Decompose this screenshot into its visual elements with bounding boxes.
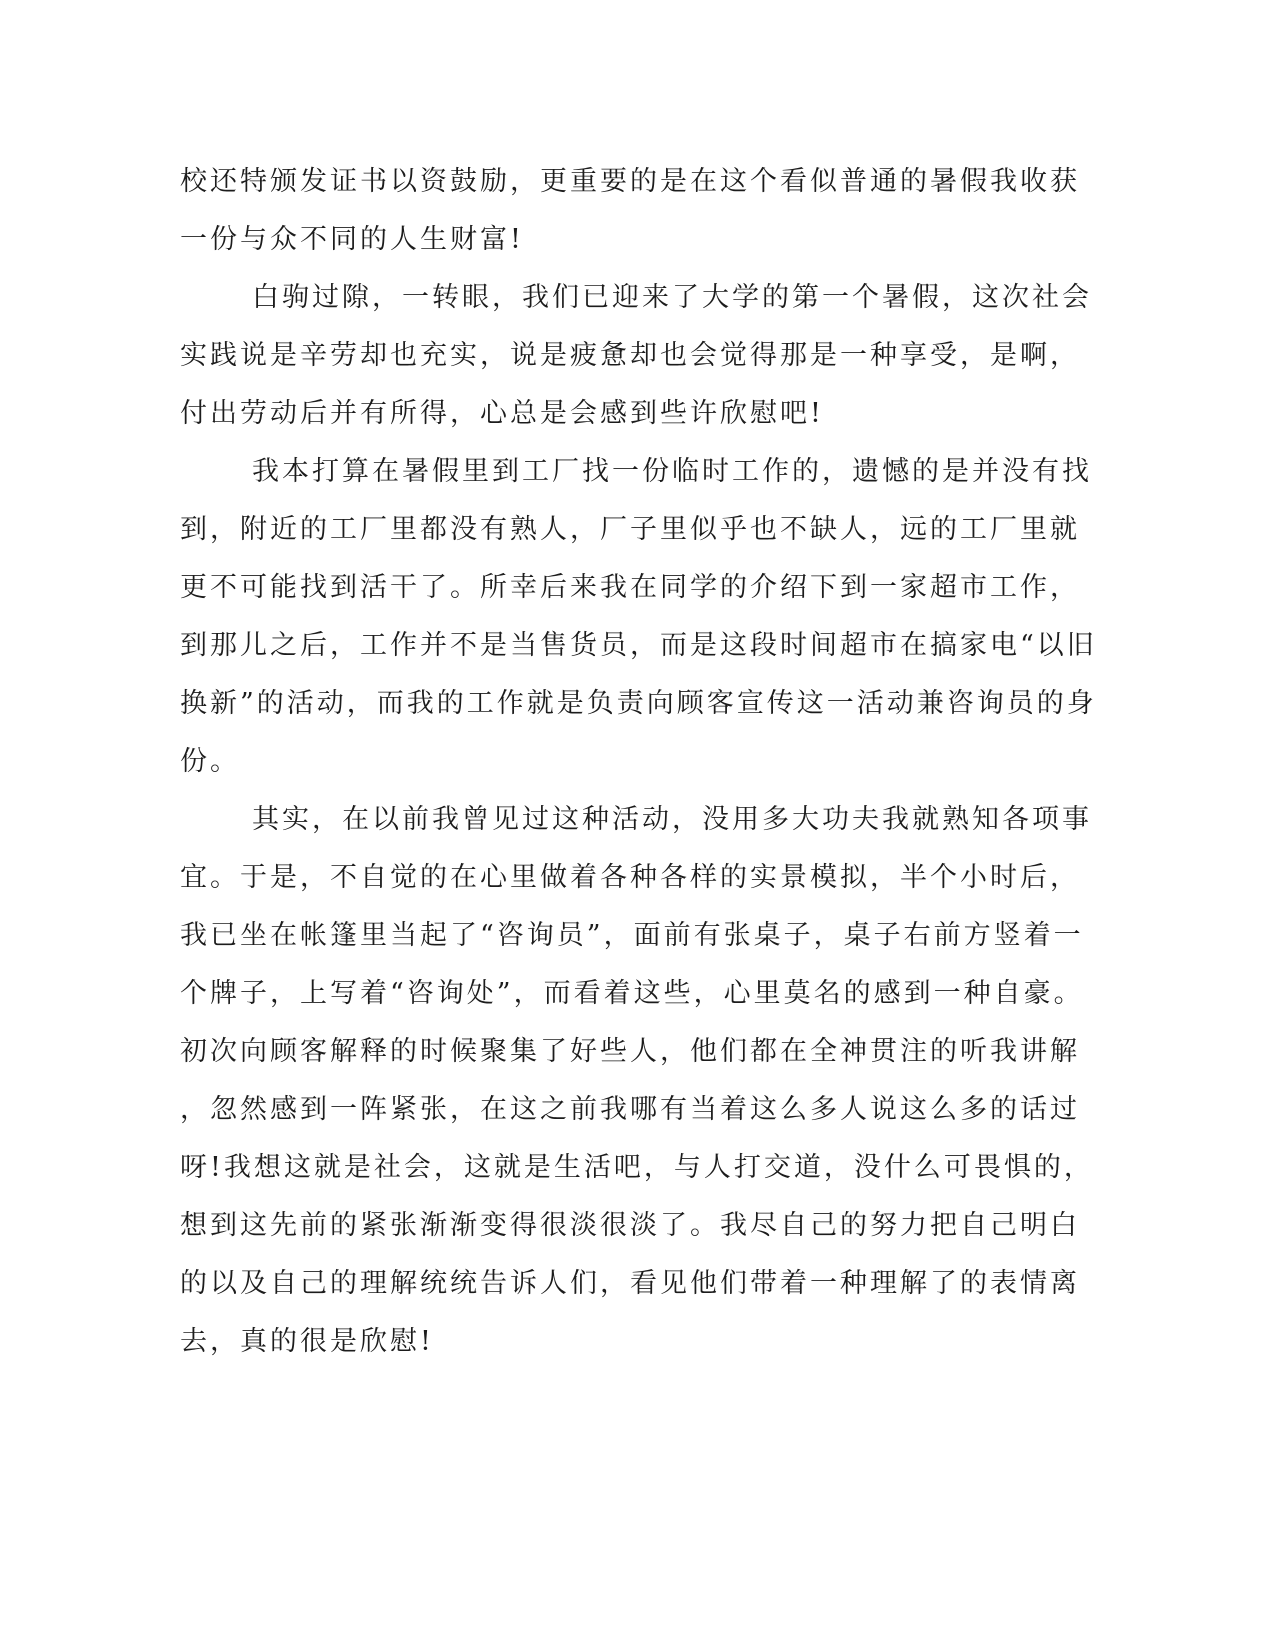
text-line: 个牌子，上写着“咨询处”，而看着这些，心里莫名的感到一种自豪。: [180, 978, 1084, 1009]
text-line: 份。: [180, 746, 240, 777]
text-line: 到那儿之后，工作并不是当售货员，而是这段时间超市在搞家电“以旧: [180, 630, 1097, 661]
text-line: 去，真的很是欣慰!: [180, 1326, 434, 1357]
text-line: 想到这先前的紧张渐渐变得很淡很淡了。我尽自己的努力把自己明白: [180, 1210, 1080, 1241]
text-line: 校还特颁发证书以资鼓励，更重要的是在这个看似普通的暑假我收获: [180, 166, 1080, 197]
paragraph-first-line: 白驹过隙，一转眼，我们已迎来了大学的第一个暑假，这次社会: [252, 282, 1092, 313]
paragraph-first-line: 我本打算在暑假里到工厂找一份临时工作的，遗憾的是并没有找: [252, 456, 1092, 487]
text-line: 初次向顾客解释的时候聚集了好些人，他们都在全神贯注的听我讲解: [180, 1036, 1080, 1067]
text-line: 一份与众不同的人生财富!: [180, 224, 524, 255]
text-line: ，忽然感到一阵紧张，在这之前我哪有当着这么多人说这么多的话过: [180, 1094, 1080, 1125]
text-line: 呀!我想这就是社会，这就是生活吧，与人打交道，没什么可畏惧的，: [180, 1152, 1094, 1183]
text-line: 换新”的活动，而我的工作就是负责向顾客宣传这一活动兼咨询员的身: [180, 688, 1097, 719]
text-line: 我已坐在帐篷里当起了“咨询员”，面前有张桌子，桌子右前方竖着一: [180, 920, 1084, 951]
text-line: 到，附近的工厂里都没有熟人，厂子里似乎也不缺人，远的工厂里就: [180, 514, 1080, 545]
text-line: 宜。于是，不自觉的在心里做着各种各样的实景模拟，半个小时后，: [180, 862, 1080, 893]
text-line: 更不可能找到活干了。所幸后来我在同学的介绍下到一家超市工作，: [180, 572, 1080, 603]
text-line: 付出劳动后并有所得，心总是会感到些许欣慰吧!: [180, 398, 824, 429]
paragraph-first-line: 其实，在以前我曾见过这种活动，没用多大功夫我就熟知各项事: [252, 804, 1092, 835]
text-line: 实践说是辛劳却也充实，说是疲惫却也会觉得那是一种享受，是啊，: [180, 340, 1080, 371]
text-line: 的以及自己的理解统统告诉人们，看见他们带着一种理解了的表情离: [180, 1268, 1080, 1299]
